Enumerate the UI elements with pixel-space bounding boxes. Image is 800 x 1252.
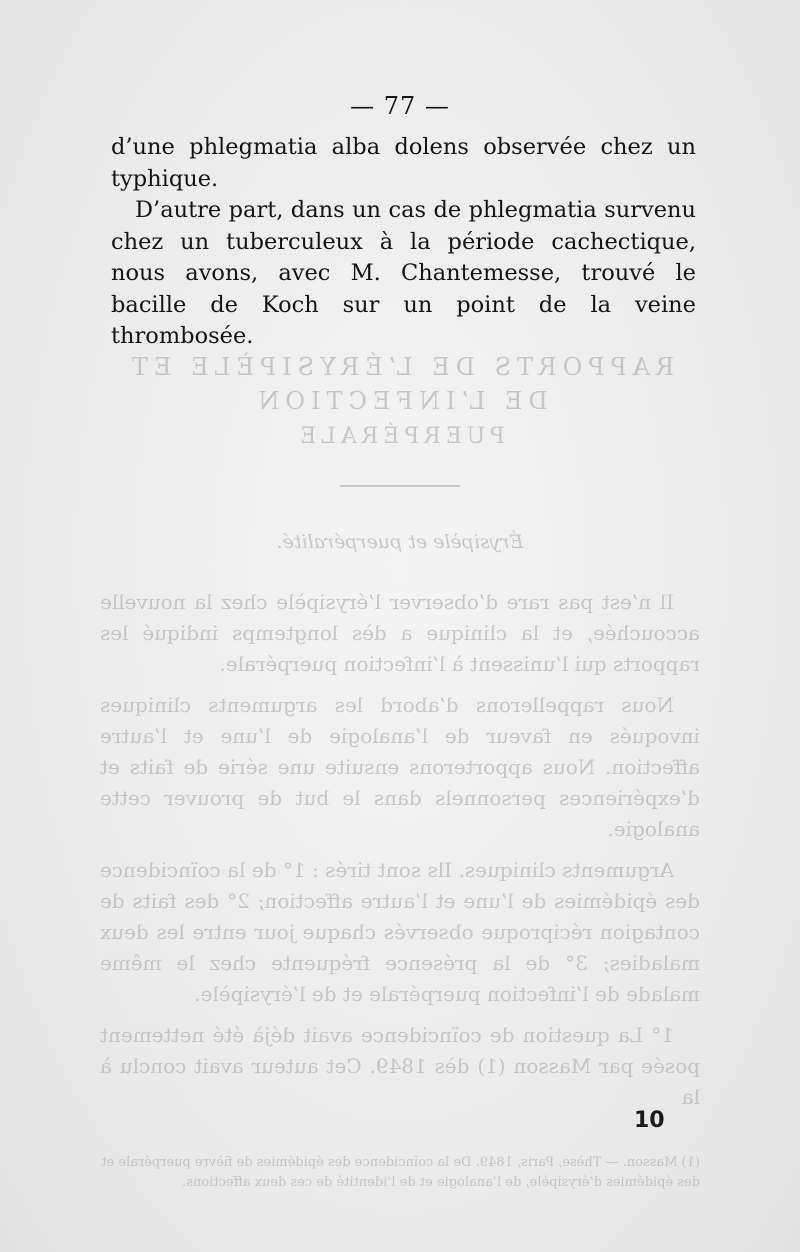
page-number: — 77 — [350,92,450,120]
show-through-paragraph: Nous rappellerons d’abord les arguments cliniques invoqués en faveur de l’analogie de l’une et l’autre affection. Nous apporterons ensuite une série de faits et d’expériences personnels dans le but de prouver cette analogie. [100,693,700,841]
show-through-footnote: (1) Masson. — Thèse, Paris, 1849. De la coïncidence des épidémies de fièvre puerpérale et des épidémies d’érysipèle, de l’analogie et de l’identité de ces deux affections. [101,1155,700,1190]
reverse-page-show-through [100,350,700,1193]
show-through-paragraph: 1° La question de coïncidence avait déjà été nettement posée par Masson (1) dès 1849. Cet auteur avait conclu à la [100,1023,700,1109]
show-through-paragraph: Arguments cliniques. Ils sont tirés : 1° de la coïncidence des épidémies de l’une et l’autre affection; 2° des faits de contagion réciproque observés chaque jour entre les deux maladies; 3° de la présence fréquente chez le même malade de l’infection puerpérale et de l’érysipèle. [100,858,700,1006]
show-through-rule [340,485,460,487]
body-text [111,132,696,353]
show-through-section-title: Érysipèle et puerpéralité. [276,531,524,553]
show-through-paragraph: Il n’est pas rare d’observer l’érysipèle chez la nouvelle accouchée, et la clinique a dès longtemps indiqué les rapports qui l’unissent à l’infection puerpérale. [100,590,700,676]
paragraph: d’une phlegmatia alba dolens observée chez un typhique. [111,134,696,192]
show-through-body [100,587,700,1113]
paragraph: D’autre part, dans un cas de phlegmatia survenu chez un tuberculeux à la période cachectique, nous avons, avec M. Chantemesse, trouvé le bacille de Koch sur un point de la veine thrombosée. [111,197,696,349]
show-through-subheading: PUERPÉRALE [295,424,505,449]
signature-mark: 10 [634,1108,665,1133]
show-through-heading: RAPPORTS DE L’ÉRYSIPÈLE ET DE L’INFECTION [125,353,675,415]
